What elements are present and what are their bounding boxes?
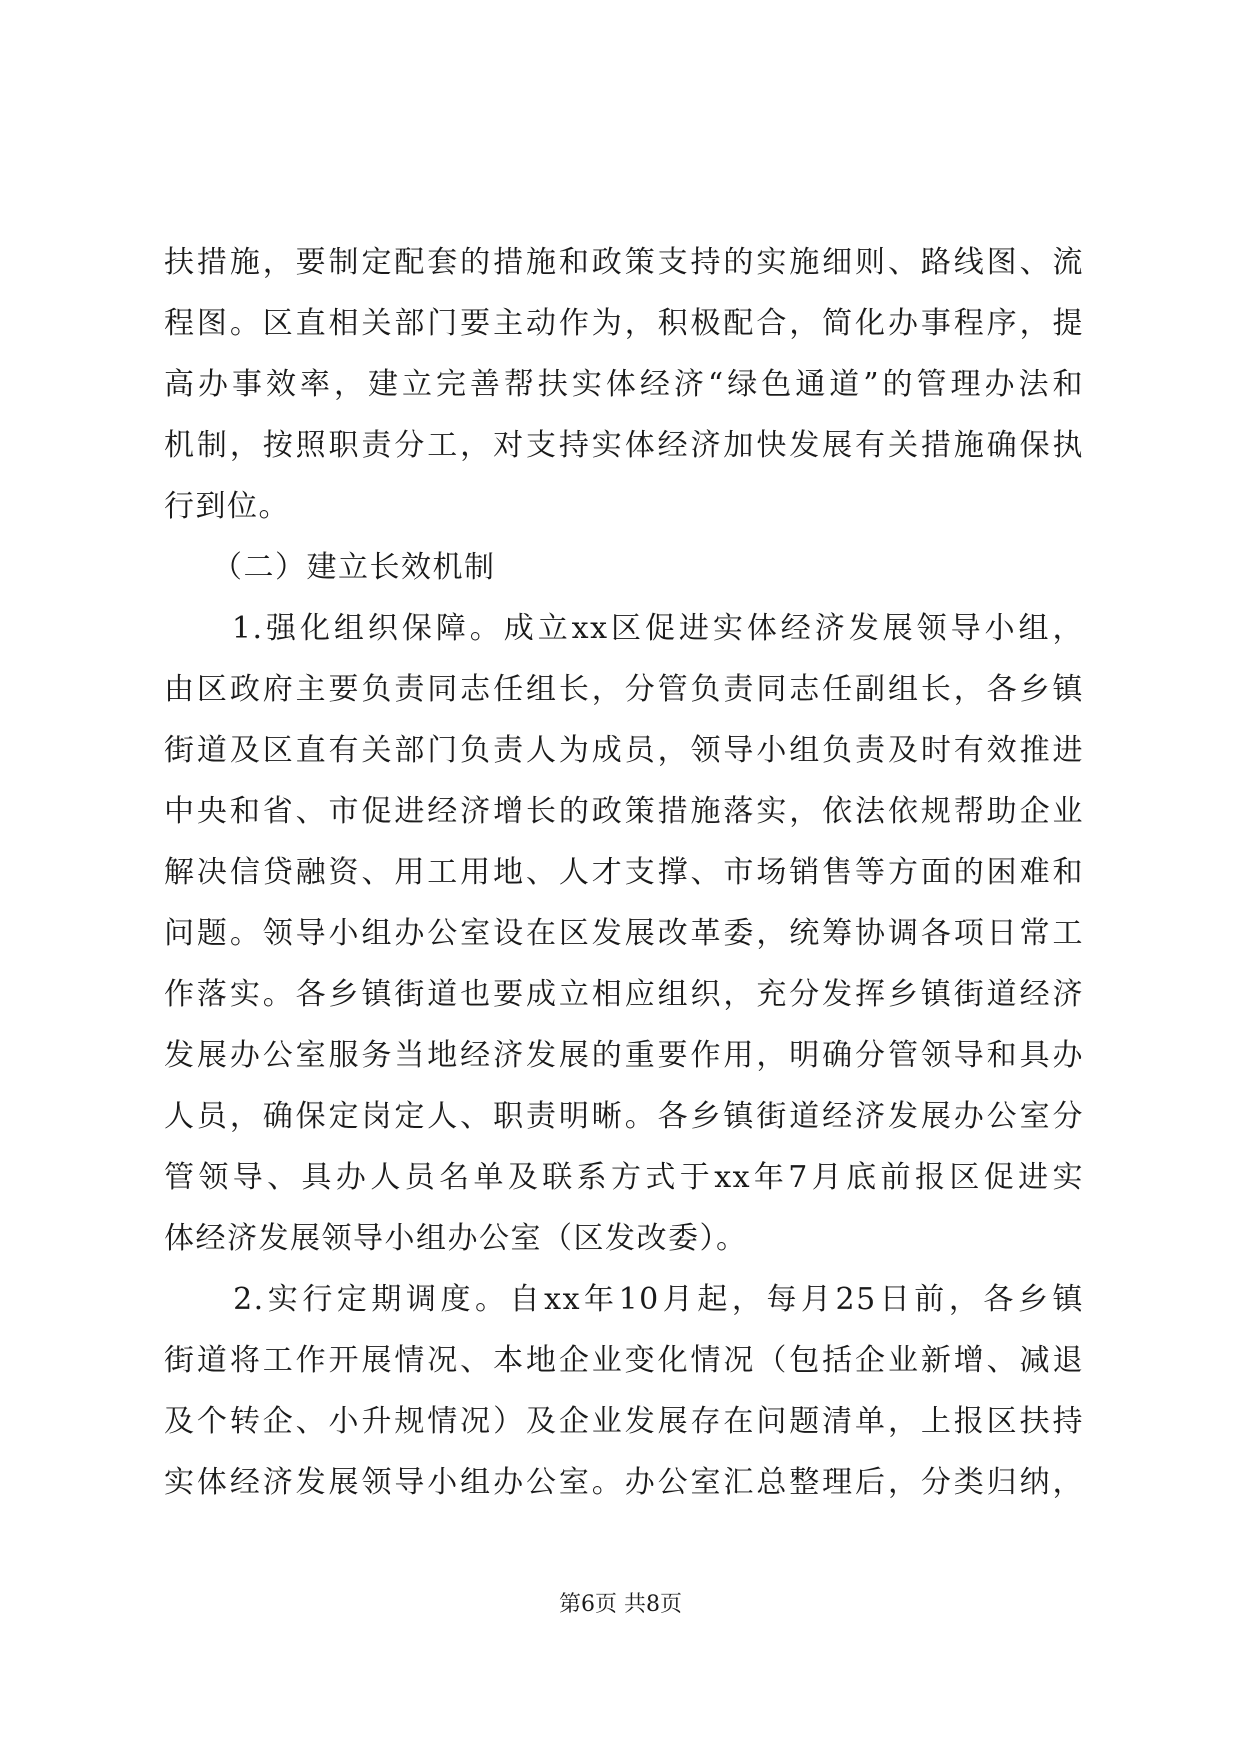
text-line: 实体经济发展领导小组办公室。办公室汇总整理后，分类归纳， (164, 1465, 1084, 1500)
page-number-footer: 第6页 共8页 (559, 1592, 682, 1617)
text-line: 管领导、具办人员名单及联系方式于xx年7月底前报区促进实 (164, 1160, 1084, 1195)
text-line: 及个转企、小升规情况）及企业发展存在问题清单，上报区扶持 (164, 1404, 1084, 1439)
text-line: 作落实。各乡镇街道也要成立相应组织，充分发挥乡镇街道经济 (164, 977, 1084, 1012)
text-line: 解决信贷融资、用工用地、人才支撑、市场销售等方面的困难和 (164, 855, 1084, 890)
section-heading: （二）建立长效机制 (164, 550, 496, 585)
text-line: 街道将工作开展情况、本地企业变化情况（包括企业新增、减退 (164, 1343, 1084, 1378)
text-line: 问题。领导小组办公室设在区发展改革委，统筹协调各项日常工 (164, 916, 1084, 951)
text-line: 机制，按照职责分工，对支持实体经济加快发展有关措施确保执 (164, 428, 1084, 463)
text-line: 体经济发展领导小组办公室（区发改委）。 (164, 1221, 748, 1256)
text-line: 行到位。 (164, 489, 290, 524)
text-line: 由区政府主要负责同志任组长，分管负责同志任副组长，各乡镇 (164, 672, 1084, 707)
text-line: 1.强化组织保障。成立xx区促进实体经济发展领导小组， (164, 611, 1084, 646)
text-line: 街道及区直有关部门负责人为成员，领导小组负责及时有效推进 (164, 733, 1084, 768)
text-line: 中央和省、市促进经济增长的政策措施落实，依法依规帮助企业 (164, 794, 1084, 829)
text-line: 高办事效率，建立完善帮扶实体经济“绿色通道”的管理办法和 (164, 367, 1084, 402)
text-line: 2.实行定期调度。自xx年10月起，每月25日前，各乡镇 (164, 1282, 1084, 1317)
document-body (164, 232, 1084, 1513)
text-line: 人员，确保定岗定人、职责明晰。各乡镇街道经济发展办公室分 (164, 1099, 1084, 1134)
text-line: 发展办公室服务当地经济发展的重要作用，明确分管领导和具办 (164, 1038, 1084, 1073)
text-line: 程图。区直相关部门要主动作为，积极配合，简化办事程序，提 (164, 306, 1084, 341)
text-line: 扶措施，要制定配套的措施和政策支持的实施细则、路线图、流 (164, 245, 1084, 280)
